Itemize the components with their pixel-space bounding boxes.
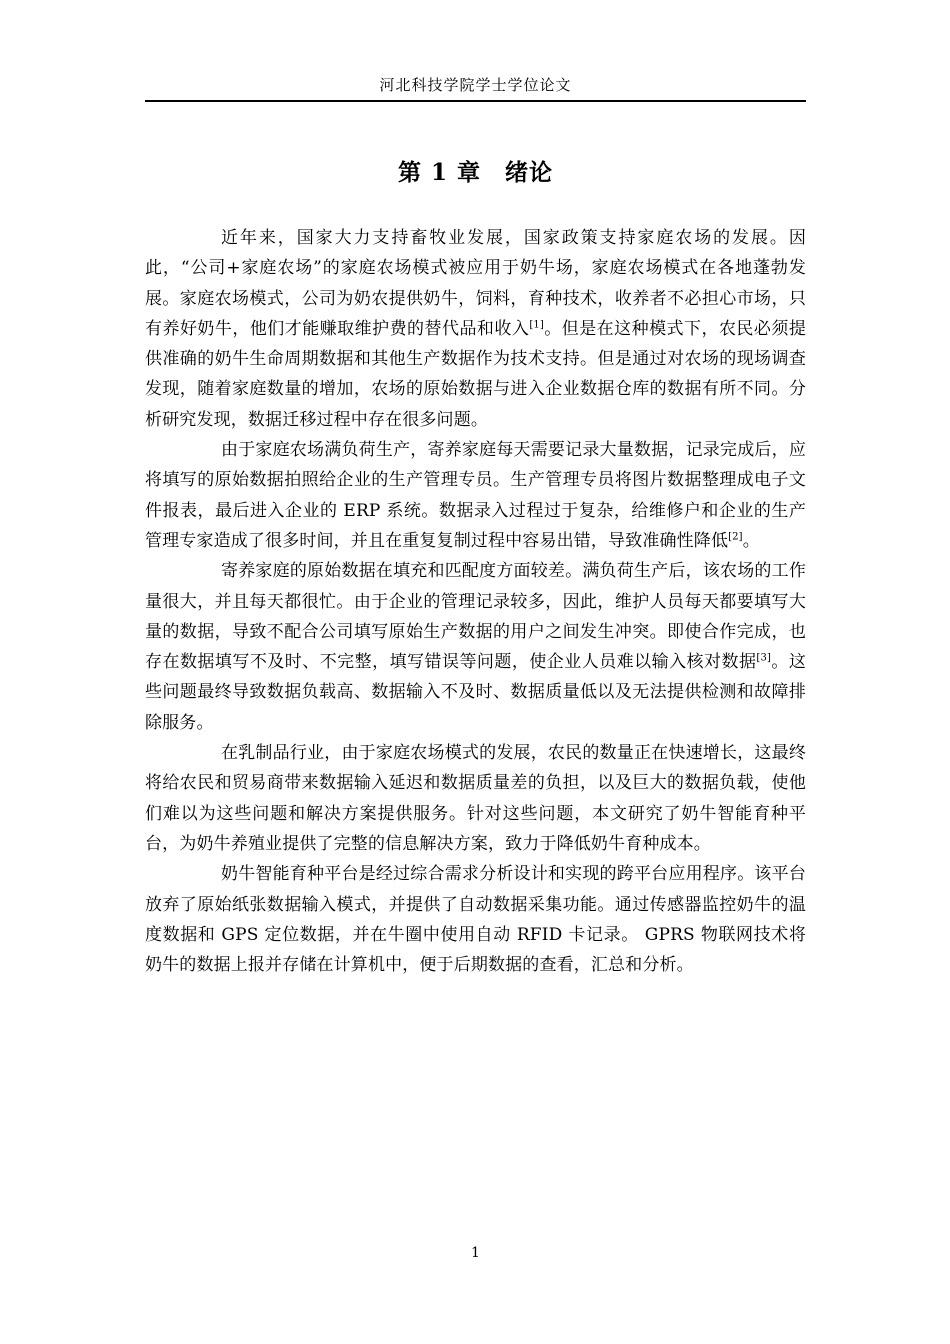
paragraph-text: 。但是在这种模式下，农民必须提供准确的奶牛生命周期数据和其他生产数据作为技术支持。但是通过对农场的现场调查发现，随着家庭数量的增加，农场的原始数据与进入企业数据仓库的数据有所不同。分析研究发现，数据迁移过程中存在很多问题。 — [145, 318, 806, 430]
paragraph-text: 。 — [742, 530, 760, 551]
body-paragraph — [145, 435, 806, 556]
body-paragraph — [145, 556, 806, 738]
citation-ref: [2] — [728, 531, 743, 543]
page-number: 1 — [471, 1245, 480, 1261]
paragraph-text: 在乳制品行业，由于家庭农场模式的发展，农民的数量正在快速增长，这最终将给农民和贸易商带来数据输入延迟和数据质量差的负担，以及巨大的数据负载，使他们难以为这些问题和解决方案提供服务。针对这些问题，本文研究了奶牛智能育种平台，为奶牛养殖业提供了完整的信息解决方案，致力于降低奶牛育种成本。 — [145, 743, 806, 854]
header-divider — [145, 100, 806, 102]
citation-ref: [3] — [756, 652, 772, 664]
body-paragraph — [145, 738, 806, 859]
chapter-number: 第 1 章 — [397, 159, 482, 186]
running-header: 河北科技学院学士学位论文 — [379, 76, 572, 94]
chapter-heading — [145, 156, 806, 190]
paragraph-text: 奶牛智能育种平台是经过综合需求分析设计和实现的跨平台应用程序。该平台放弃了原始纸张数据输入模式，并提供了自动数据采集功能。通过传感器监控奶牛的温度数据和 GPS 定位数据，并在牛圈中使用自动 RFID 卡记录。 GPRS 物联网技术将奶牛的数据上报并存储在计算机中，便于后期数据的查看，汇总和分析。 — [145, 864, 806, 976]
paragraph-text: 由于家庭农场满负荷生产，寄养家庭每天需要记录大量数据，记录完成后，应将填写的原始数据拍照给企业的生产管理专员。生产管理专员将图片数据整理成电子文件报表，最后进入企业的 ERP 系统。数据录入过程过于复杂，给维修户和企业的生产管理专家造成了很多时间，并且在重复复制过程中容易出错，导致准确性降低 — [145, 440, 806, 551]
citation-ref: [1] — [529, 319, 544, 331]
body-paragraph — [145, 859, 806, 980]
chapter-body — [145, 223, 806, 980]
chapter-title-text: 绪论 — [505, 159, 554, 186]
body-paragraph — [145, 223, 806, 435]
paragraph-text: 。这些问题最终导致数据负载高、数据输入不及时、数据质量低以及无法提供检测和故障排除服务。 — [145, 652, 806, 733]
paragraph-text: 近年来，国家大力支持畜牧业发展，国家政策支持家庭农场的发展。因此，“公司+家庭农场”的家庭农场模式被应用于奶牛场，家庭农场模式在各地蓬勃发展。家庭农场模式，公司为奶农提供奶牛，饲料，育种技术，收养者不必担心市场，只有养好奶牛，他们才能赚取维护费的替代品和收入 — [145, 228, 806, 339]
paragraph-text: 寄养家庭的原始数据在填充和匹配度方面较差。满负荷生产后，该农场的工作量很大，并且每天都很忙。由于企业的管理记录较多，因此，维护人员每天都要填写大量的数据，导致不配合公司填写原始生产数据的用户之间发生冲突。即使合作完成，也存在数据填写不及时、不完整，填写错误等问题，使企业人员难以输入核对数据 — [145, 561, 806, 673]
